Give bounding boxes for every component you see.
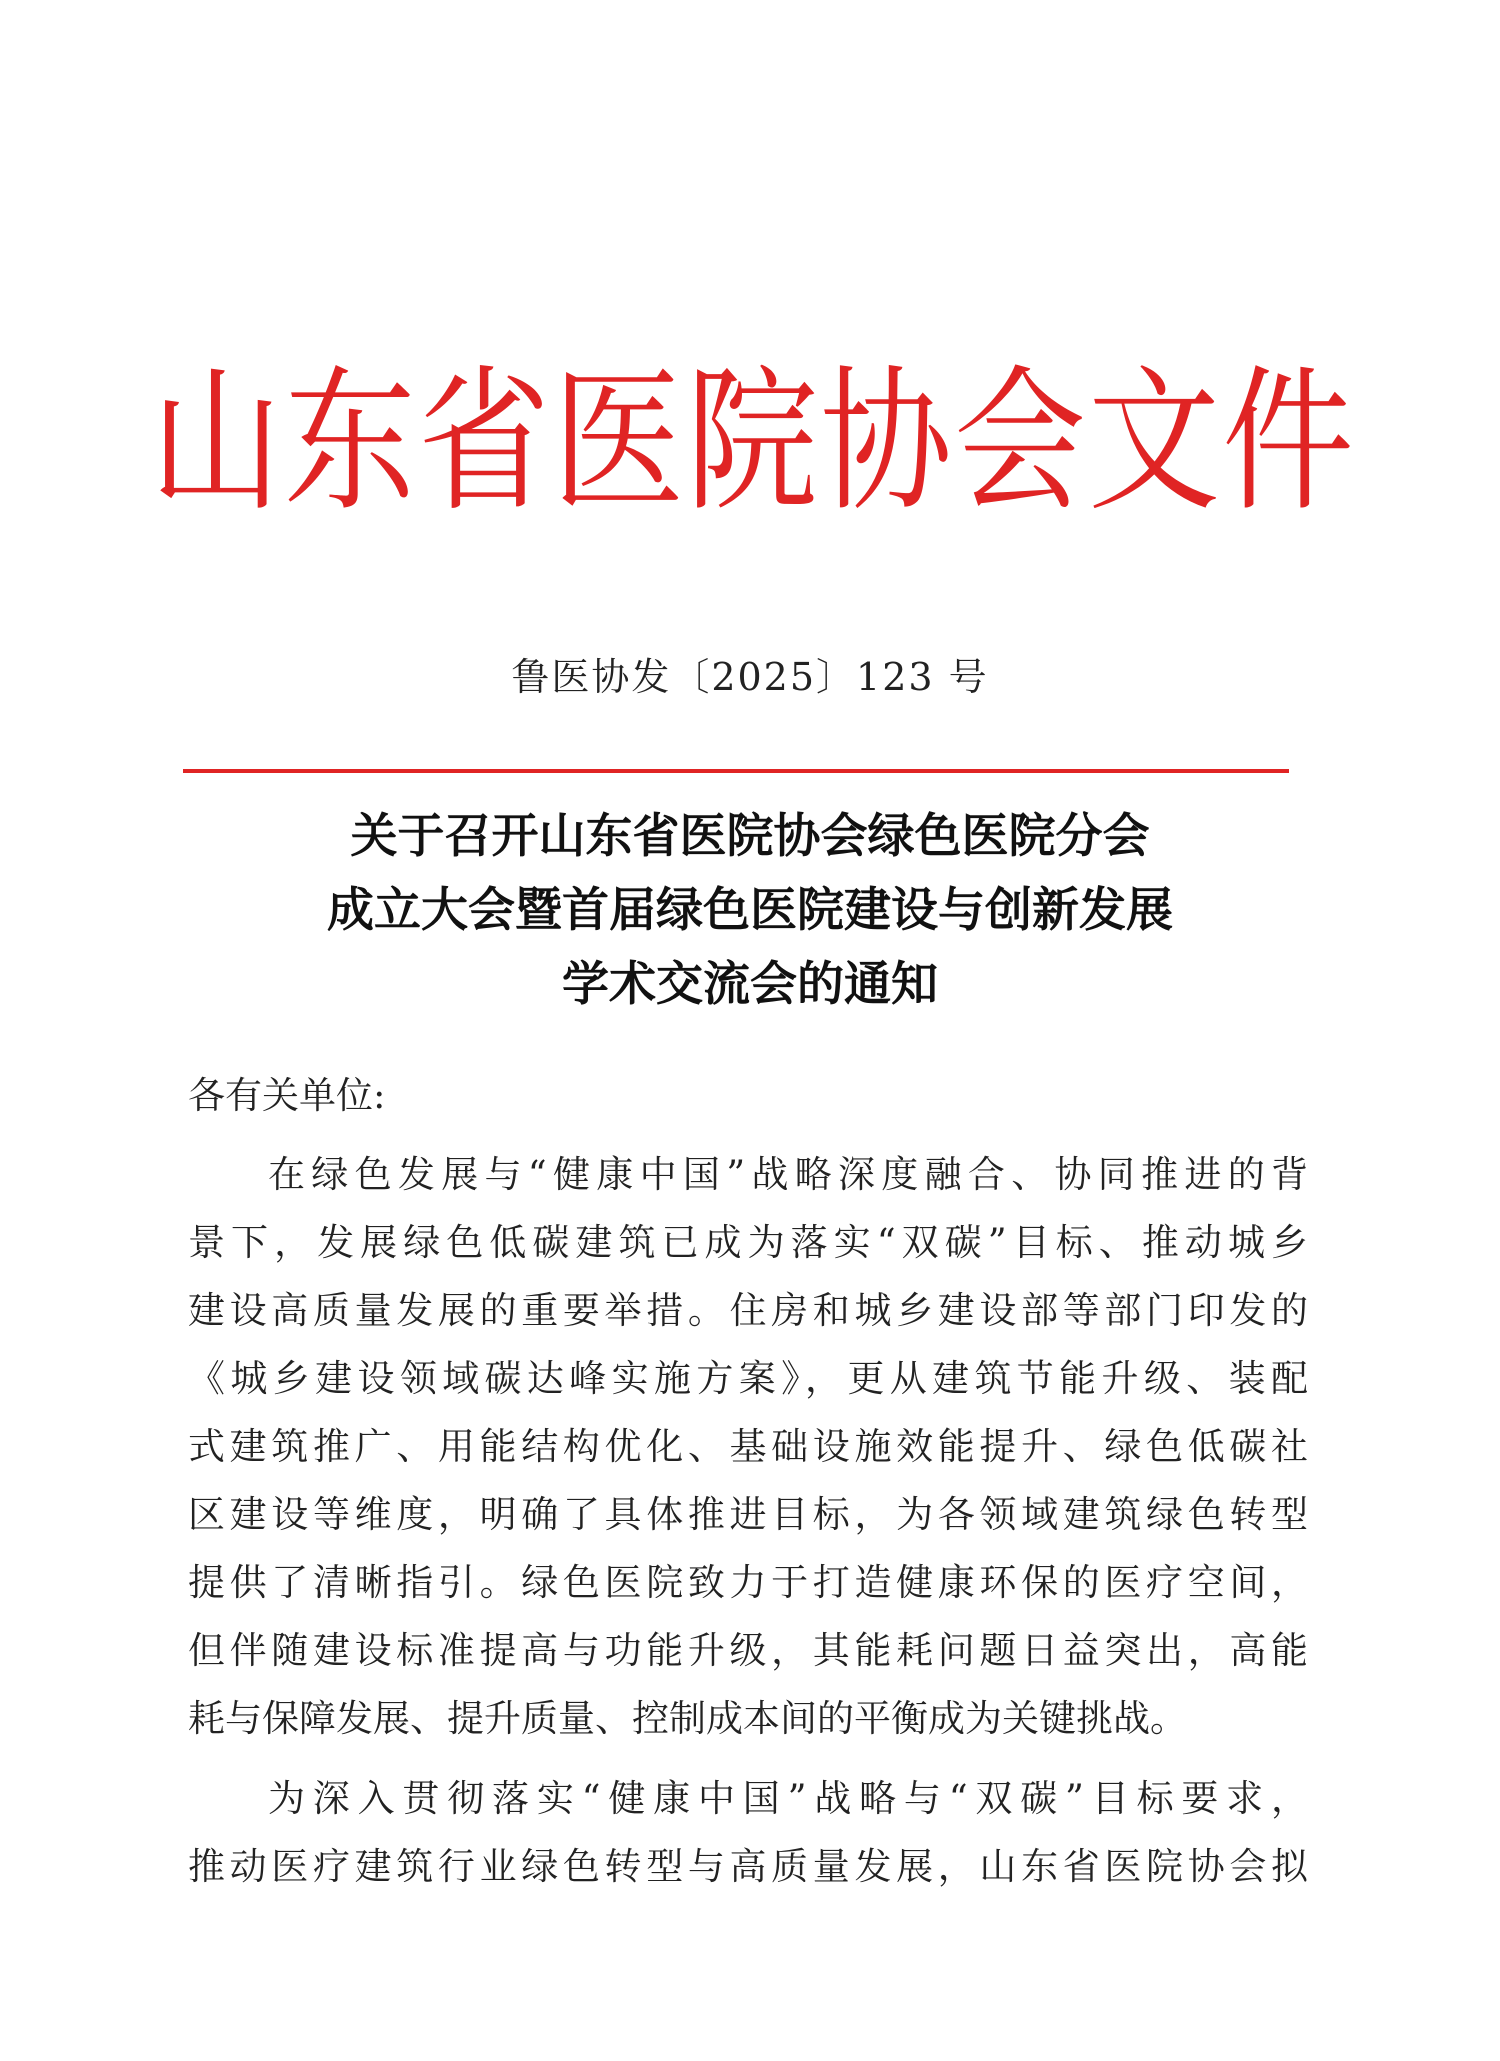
- paragraph-line: 提供了清晰指引。绿色医院致力于打造健康环保的医疗空间，: [188, 1561, 1308, 1604]
- document-number: 鲁医协发〔2025〕123 号: [511, 655, 989, 699]
- paragraph-line: 景下，发展绿色低碳建筑已成为落实“双碳”目标、推动城乡: [188, 1221, 1308, 1264]
- organization-header-title: 山东省医院协会文件: [150, 351, 1356, 534]
- salutation: 各有关单位:: [188, 1074, 386, 1117]
- paragraph-line: 式建筑推广、用能结构优化、基础设施效能提升、绿色低碳社: [188, 1425, 1308, 1468]
- paragraph-line: 推动医疗建筑行业绿色转型与高质量发展，山东省医院协会拟: [188, 1845, 1308, 1888]
- paragraph-line: 在绿色发展与“健康中国”战略深度融合、协同推进的背: [268, 1153, 1308, 1196]
- body-paragraph-2: [188, 1765, 1308, 1901]
- notice-title-line-1: 关于召开山东省医院协会绿色医院分会: [350, 809, 1150, 864]
- notice-title-line-3: 学术交流会的通知: [562, 957, 938, 1012]
- paragraph-line: 《城乡建设领域碳达峰实施方案》，更从建筑节能升级、装配: [188, 1357, 1308, 1400]
- paragraph-line: 为深入贯彻落实“健康中国”战略与“双碳”目标要求，: [268, 1777, 1308, 1820]
- paragraph-line: 耗与保障发展、提升质量、控制成本间的平衡成为关键挑战。: [188, 1697, 1187, 1740]
- paragraph-line: 区建设等维度，明确了具体推进目标，为各领域建筑绿色转型: [188, 1493, 1308, 1536]
- paragraph-line: 建设高质量发展的重要举措。住房和城乡建设部等部门印发的: [188, 1289, 1308, 1332]
- notice-title: [150, 800, 1350, 1022]
- body-paragraph-1: [188, 1141, 1308, 1753]
- red-separator-line: [183, 769, 1289, 773]
- notice-title-line-2: 成立大会暨首届绿色医院建设与创新发展: [327, 883, 1173, 938]
- paragraph-line: 但伴随建设标准提高与功能升级，其能耗问题日益突出，高能: [188, 1629, 1308, 1672]
